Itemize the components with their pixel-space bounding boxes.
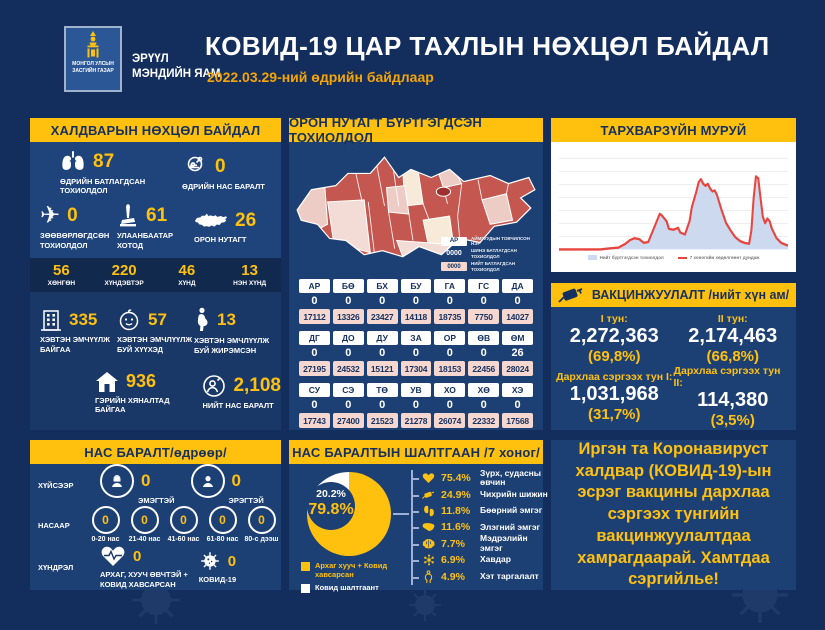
severity-severe-label: ХҮНД	[178, 280, 196, 287]
male-deaths-stat	[191, 464, 282, 506]
cause-kidney-percent: 11.8%	[441, 504, 471, 517]
dose-2-label: II тун:	[717, 313, 748, 325]
daily-stats-section	[30, 142, 281, 258]
province-code: ДГ	[299, 331, 330, 345]
male-icon	[191, 464, 225, 498]
hospitalized-children-label: ХЭВТЭН ЭМЧЛҮҮЛЖ БУЙ ХҮҮХЭД	[117, 335, 193, 354]
deaths-panel-title	[30, 440, 281, 464]
hospitalized-stat	[40, 308, 117, 355]
line-swatch	[678, 257, 687, 259]
province-total-cases: 22332	[468, 413, 499, 428]
province-table-row3	[299, 383, 533, 428]
province-total-cases: 21278	[401, 413, 432, 428]
age-41-60-value: 0	[170, 506, 198, 534]
deaths-title-main: НАС БАРАЛТ	[84, 444, 171, 460]
province-new-cases: 0	[446, 295, 453, 307]
age-61-80-label: 61-80 нас	[206, 536, 239, 544]
female-deaths-label: ЭМЭГТЭЙ	[138, 496, 175, 506]
province-table-row1	[299, 279, 533, 324]
hospitalized-pregnant-value: 13	[217, 310, 236, 329]
heart-pulse-icon	[100, 545, 126, 567]
province-new-cases: 0	[514, 399, 521, 411]
covid-legend-label: Ковид шалтгаант	[315, 582, 379, 592]
province-total-cases: 18735	[434, 309, 465, 324]
age-61-80-value: 0	[209, 506, 237, 534]
vaccination-stats	[551, 307, 796, 430]
province-total-cases: 27400	[333, 413, 364, 428]
lungs-virus-icon	[60, 150, 86, 174]
province-code: ДУ	[367, 331, 398, 345]
booster-2-label: Дархлаа сэргээх тун II:	[673, 365, 781, 389]
booster-2-value: 114,380	[697, 389, 769, 411]
age-0-20	[86, 506, 125, 545]
province-code: ГА	[434, 279, 465, 293]
province-total-cases: 24532	[333, 361, 364, 376]
province-new-cases: 0	[480, 295, 487, 307]
province-new-cases: 0	[379, 347, 386, 359]
province-total-cases: 17112	[299, 309, 330, 324]
province-new-cases: 0	[345, 347, 352, 359]
province-total-cases: 17568	[502, 413, 533, 428]
sex-row-label: ХҮЙСЭЭР	[38, 480, 74, 490]
home-care-stat	[95, 371, 202, 416]
province-code: ДА	[502, 279, 533, 293]
epidemic-curve-chart	[551, 142, 796, 272]
comorbid-deaths-stat	[86, 545, 199, 590]
province-code: БХ	[367, 279, 398, 293]
daily-deaths-label: ӨДРИЙН НАС БАРАЛТ	[182, 181, 265, 191]
age-row-label: НАСААР	[38, 521, 70, 531]
comorbid-deaths-value: 0	[133, 547, 142, 565]
legend-new-sample: 0000	[446, 250, 462, 258]
legend-total-label: НИЙТ БАТЛАГДСАН ТОХИОЛДОЛ	[471, 261, 516, 272]
province-new-cases: 0	[345, 295, 352, 307]
hospitalized-label: ХЭВТЭН ЭМЧҮҮЛЖ БАЙГАА	[40, 335, 110, 354]
province-new-cases: 0	[379, 399, 386, 411]
dose-1-label: I тун:	[600, 313, 628, 325]
age-0-20-value: 0	[92, 506, 120, 534]
curve-legend	[559, 255, 788, 260]
province-table	[289, 276, 543, 428]
daily-confirmed-label: ӨДРИЙН БАТЛАГДСАН ТОХИОЛДОЛ	[60, 176, 146, 196]
comorbid-legend-label: Архаг хууч + Ковид хавсарсан	[315, 561, 388, 580]
virus-icon	[199, 550, 221, 572]
rural-stat	[194, 210, 271, 245]
heart-icon	[421, 472, 436, 484]
home-care-label: ГЭРИЙН ХЯНАЛТАД БАЙГАА	[95, 395, 170, 415]
province-code: ХЭ	[502, 383, 533, 397]
severity-mild	[30, 258, 93, 292]
province-total-cases: 21523	[367, 413, 398, 428]
booster-2	[674, 365, 793, 429]
province-new-cases: 0	[311, 295, 318, 307]
province-code: ЗА	[401, 331, 432, 345]
imported-value: 0	[67, 204, 78, 226]
province-code: ХӨ	[468, 383, 499, 397]
soyombo-icon	[86, 31, 100, 59]
vaccination-message-panel	[551, 440, 796, 590]
vaccination-title: ВАКЦИНЖУУЛАЛТ /нийт хүн ам/	[591, 288, 790, 302]
cause-obesity-label: Хэт таргалалт	[480, 570, 539, 581]
province-total-cases: 27195	[299, 361, 330, 376]
cause-cancer-percent: 6.9%	[441, 554, 465, 567]
infection-status-panel	[30, 118, 281, 430]
regional-panel-title: ОРОН НУТАГТ БҮРТГЭГДСЭН ТОХИОЛДОЛ	[289, 118, 543, 142]
province-new-cases: 0	[412, 399, 420, 411]
imported-label: ЗӨӨВӨРЛӨГДСӨН ТОХИОЛДОЛ	[40, 230, 110, 250]
severity-moderate-value: 220	[111, 262, 137, 279]
province-new-cases: 0	[412, 295, 420, 307]
deaths-by-age-row	[30, 506, 281, 545]
imported-cases-stat	[40, 201, 117, 251]
regional-cases-panel	[289, 115, 543, 430]
total-deaths-stat	[202, 374, 281, 411]
hospitalized-value: 335	[69, 310, 98, 329]
deaths-title-suffix: /өдрөөр/	[170, 444, 227, 460]
ministry-name: ЭРҮҮЛ МЭНДИЙН ЯАМ	[132, 53, 221, 80]
province-total-cases: 28024	[502, 361, 533, 376]
covid-only-deaths-value: 0	[227, 552, 237, 570]
province-code: ХО	[434, 383, 465, 397]
comorbid-deaths-label: АРХАГ, ХУУЧ ӨВЧТЭЙ + КОВИД ХАВСАРСАН	[100, 570, 188, 589]
province-code: АР	[299, 279, 330, 293]
province-total-cases: 22456	[468, 361, 499, 376]
province-code: ӨВ	[468, 331, 499, 345]
syringe-icon	[558, 287, 584, 303]
cause-neuro	[421, 533, 549, 553]
age-41-60-label: 41-60 нас	[167, 536, 200, 544]
province-new-cases: 0	[446, 399, 453, 411]
liver-icon	[421, 522, 436, 532]
deaths-by-complication-row	[30, 545, 281, 590]
home-icon	[95, 371, 119, 393]
cause-neuro-label: Мэдрэлийн эмгэг	[480, 533, 528, 553]
province-new-cases: 26	[511, 347, 524, 359]
province-code: ТӨ	[367, 383, 398, 397]
government-logo	[64, 26, 122, 92]
total-deaths-label: НИЙТ НАС БАРАЛТ	[202, 401, 274, 411]
vaccination-message-text: Иргэн та Коронавируст халдвар (КОВИД-19)-ын эсрэг вакцины дархлаа сэргээх тунгийн вакцинжуулалтдаа хамрагдаарай. Хамтдаа сэргийлье!	[575, 439, 772, 589]
province-new-cases: 0	[345, 399, 352, 411]
hospitalized-pregnant-stat	[194, 307, 271, 356]
province-code: БУ	[401, 279, 432, 293]
severity-critical	[218, 258, 281, 292]
age-21-40	[125, 506, 164, 545]
severity-mild-value: 56	[53, 262, 70, 279]
patient-bed-icon	[182, 155, 208, 179]
severity-critical-value: 13	[241, 262, 258, 279]
province-new-cases: 0	[379, 295, 386, 307]
legend-total-sample: 0000	[441, 262, 467, 271]
ulaanbaatar-value: 61	[146, 204, 168, 226]
report-date: 2022.03.29-ний өдрийн байдлаар	[207, 69, 434, 85]
severity-mild-label: ХӨНГӨН	[47, 280, 76, 287]
daily-deaths-value: 0	[215, 155, 226, 177]
hospital-stats-section	[30, 292, 281, 430]
booster-2-percent: (3,5%)	[710, 412, 755, 429]
complication-row-label: ХҮНДРЭЛ	[38, 563, 74, 572]
province-new-cases: 0	[480, 347, 487, 359]
cause-diabetes-percent: 24.9%	[441, 488, 471, 501]
severity-moderate	[93, 258, 156, 292]
age-21-40-label: 21-40 нас	[128, 536, 161, 544]
province-new-cases: 0	[311, 399, 318, 411]
dose-1-value: 2,272,363	[569, 325, 659, 347]
female-icon	[100, 464, 134, 498]
epidemic-curve-panel	[551, 118, 796, 272]
province-total-cases: 26074	[434, 413, 465, 428]
cause-diabetes-label: Чихрийн шижин	[480, 488, 548, 499]
syringe-icon	[421, 490, 436, 500]
province-total-cases: 14118	[401, 309, 432, 324]
donut-connector-line	[393, 513, 409, 515]
obesity-icon	[421, 570, 436, 584]
area-swatch	[588, 255, 597, 260]
legend-new-label: ШИНЭ БАТЛАГДСАН ТОХИОЛДОЛ	[471, 248, 517, 259]
province-total-cases: 23427	[367, 309, 398, 324]
province-total-cases: 13326	[333, 309, 364, 324]
severity-strip	[30, 258, 281, 292]
dose-1-percent: (69,8%)	[587, 348, 641, 365]
kidney-icon	[421, 505, 436, 517]
monument-icon	[117, 204, 139, 228]
daily-confirmed-value: 87	[93, 150, 115, 172]
severity-severe-value: 46	[178, 262, 196, 279]
severity-moderate-label: ХҮНДЭВТЭР	[104, 280, 144, 287]
cause-liver-percent: 11.6%	[441, 521, 471, 534]
age-21-40-value: 0	[131, 506, 159, 534]
curve-legend-average: 7 хоногийн хөдөлгөөнт дундаж	[689, 255, 760, 260]
curve-legend-cases: Нийт бүртгэгдсэн тохиолдол	[599, 255, 664, 260]
province-code: БӨ	[333, 279, 364, 293]
province-total-cases: 17743	[299, 413, 330, 428]
rural-label: ОРОН НУТАГТ	[194, 234, 247, 244]
province-new-cases: 0	[311, 347, 318, 359]
male-deaths-label: ЭРЭГТЭЙ	[228, 496, 264, 506]
severity-critical-label: НЭН ХҮНД	[233, 280, 267, 287]
donut-comorbid-percent: 79.8%	[308, 501, 354, 518]
cause-heart	[421, 467, 549, 488]
province-total-cases: 14027	[502, 309, 533, 324]
covid-only-deaths-stat	[199, 550, 281, 585]
person-icon	[202, 374, 226, 398]
cause-diabetes	[421, 486, 549, 502]
male-deaths-value: 0	[231, 471, 241, 491]
booster-1-percent: (31,7%)	[587, 406, 641, 423]
daily-deaths-stat	[182, 155, 265, 192]
page-title: КОВИД-19 ЦАР ТАХЛЫН НӨХЦӨЛ БАЙДАЛ	[205, 31, 770, 61]
province-new-cases: 0	[480, 399, 487, 411]
vaccination-title-bar	[551, 283, 796, 307]
age-80-plus	[242, 506, 281, 545]
airplane-icon: ✈	[40, 201, 61, 229]
province-code: УВ	[401, 383, 432, 397]
legend-code-sample: АР	[441, 237, 467, 246]
daily-deaths-panel	[30, 440, 281, 590]
hospitalized-children-stat	[117, 308, 194, 355]
province-new-cases: 0	[412, 347, 420, 359]
donut-covid-percent: 20.2%	[316, 488, 346, 500]
rural-value: 26	[235, 209, 257, 231]
booster-1	[555, 365, 674, 429]
baby-icon	[117, 308, 141, 332]
covid-swatch	[301, 584, 310, 593]
donut-legend	[301, 561, 409, 596]
dose-2-percent: (66,8%)	[706, 348, 760, 365]
mongolia-map-icon	[194, 211, 228, 230]
cause-cancer-label: Хавдар	[480, 554, 511, 565]
ulaanbaatar-label: УЛААНБААТАР ХОТОД	[117, 230, 173, 250]
female-deaths-value: 0	[141, 471, 151, 491]
logo-line2: ЗАСГИЙН ГАЗАР	[72, 67, 114, 74]
hospitalized-pregnant-label: ХЭВТЭН ЭМЧЛҮҮЛЖ БУЙ ЖИРЭМСЭН	[194, 336, 270, 355]
province-code: СУ	[299, 383, 330, 397]
severity-severe	[156, 258, 219, 292]
pregnant-icon	[194, 307, 210, 333]
causes-panel-title: НАС БАРАЛТЫН ШАЛТГААН /7 хоног/	[289, 440, 543, 464]
province-total-cases: 18153	[434, 361, 465, 376]
province-code: ӨМ	[502, 331, 533, 345]
logo-line1: МОНГОЛ УЛСЫН	[72, 61, 114, 67]
legend-code-label: АЙМГУУДЫН ТОВЧИЛСОН НЭР	[471, 235, 530, 247]
cause-cancer	[421, 552, 549, 568]
province-total-cases: 17304	[401, 361, 432, 376]
female-deaths-stat	[86, 464, 191, 506]
province-code: СЭ	[333, 383, 364, 397]
booster-1-label: Дархлаа сэргээх тун I:	[556, 371, 673, 383]
cause-obesity-percent: 4.9%	[441, 570, 465, 583]
province-code: ДО	[333, 331, 364, 345]
cause-obesity	[421, 568, 549, 584]
age-80-plus-label: 80-с дээш	[244, 536, 279, 544]
cause-heart-label: Зүрх, судасны өвчин	[480, 467, 542, 488]
ulaanbaatar-stat	[117, 204, 194, 251]
province-code: ОР	[434, 331, 465, 345]
home-care-value: 936	[126, 371, 157, 391]
province-code: ГС	[468, 279, 499, 293]
hospital-icon	[40, 308, 62, 332]
cause-liver-label: Элэгний эмгэг	[480, 521, 541, 532]
cause-kidney	[421, 503, 549, 519]
map-legend	[441, 236, 537, 274]
province-total-cases: 7750	[468, 309, 499, 324]
age-41-60	[164, 506, 203, 545]
causes-list	[411, 467, 549, 585]
comorbid-swatch	[301, 562, 310, 571]
cause-kidney-label: Бөөрний эмгэг	[480, 505, 543, 516]
booster-1-value: 1,031,968	[569, 383, 659, 405]
dose-2	[674, 313, 793, 365]
dose-2-value: 2,174,463	[688, 325, 778, 347]
total-deaths-value: 2,108	[233, 375, 281, 397]
deaths-by-sex-row	[30, 464, 281, 506]
curve-panel-title: ТАРХВАРЗҮЙН МУРУЙ	[551, 118, 796, 142]
death-causes-panel	[289, 440, 548, 592]
province-new-cases: 0	[446, 347, 453, 359]
epidemic-curve-svg	[559, 148, 788, 252]
province-table-row2	[299, 331, 533, 376]
covid-only-deaths-label: КОВИД-19	[198, 575, 237, 585]
province-total-cases: 15121	[367, 361, 398, 376]
daily-confirmed-stat	[60, 150, 182, 197]
province-new-cases: 0	[514, 295, 521, 307]
hospitalized-children-value: 57	[148, 310, 167, 329]
infection-panel-title: ХАЛДВАРЫН НӨХЦӨЛ БАЙДАЛ	[30, 118, 281, 142]
age-0-20-label: 0-20 нас	[91, 536, 120, 544]
age-61-80	[203, 506, 242, 545]
cause-heart-percent: 75.4%	[441, 472, 471, 485]
cause-neuro-percent: 7.7%	[441, 537, 465, 550]
age-80-plus-value: 0	[248, 506, 276, 534]
cancer-icon	[421, 554, 436, 566]
mongolia-map	[289, 142, 543, 276]
dose-1	[555, 313, 674, 365]
brain-icon	[421, 538, 436, 549]
